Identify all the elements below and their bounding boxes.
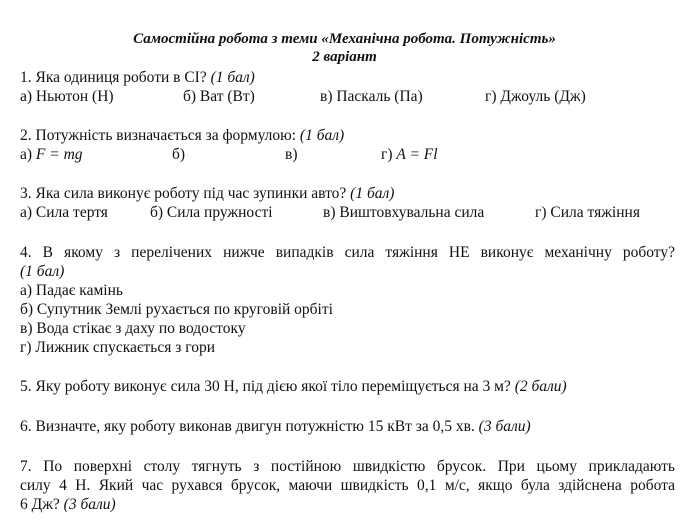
q2-option-a: [20, 145, 83, 164]
question-5-text: 5. Яку роботу виконує сила 30 Н, під дією якої тіло переміщується на 3 м?: [20, 378, 511, 395]
question-7-line-3-text: 6 Дж?: [20, 496, 60, 513]
q1-option-d: г) Джоуль (Дж): [485, 88, 586, 105]
question-2-text: 2. Потужність визначається за формулою:: [20, 127, 297, 144]
q2-option-c: в): [285, 146, 298, 163]
question-3-points: (1 бал): [350, 185, 395, 202]
question-3-text: 3. Яка сила виконує роботу під час зупинки авто?: [20, 185, 347, 202]
question-6-points: (3 бали): [478, 418, 531, 435]
variant-label: 2 варіант: [312, 49, 377, 65]
question-3: [20, 184, 394, 203]
q1-option-a: а) Ньютон (Н): [20, 88, 114, 105]
question-1-points: (1 бал): [210, 69, 255, 86]
q3-option-a: а) Сила тертя: [20, 204, 108, 221]
question-5: [20, 377, 567, 396]
q2-option-d-label: г): [381, 146, 393, 163]
question-7-line-1: 7. По поверхні столу тягнуть з постійною швидкістю брусок. При цьому прикладають: [20, 458, 675, 475]
q3-option-c: в) Виштовхувальна сила: [323, 204, 485, 221]
question-4-points: (1 бал): [20, 263, 65, 280]
q3-option-d: г) Сила тяжіння: [535, 204, 640, 221]
question-7-points: (3 бали): [63, 496, 116, 513]
question-2-points: (1 бал): [299, 127, 345, 144]
q4-option-b: б) Супутник Землі рухається по круговій орбіті: [20, 301, 333, 318]
question-4-text: 4. В якому з перелічених нижче випадків сила тяжіння НЕ виконує механічну роботу?: [20, 244, 675, 261]
question-6: [20, 417, 531, 436]
question-7-line-3: [20, 495, 116, 514]
question-1: [20, 68, 255, 87]
q2-option-b: б): [172, 146, 186, 163]
question-5-points: (2 бали): [514, 378, 567, 395]
question-6-text: 6. Визначте, яку роботу виконав двигун потужністю 15 кВт за 0,5 хв.: [20, 418, 475, 435]
q2-option-d-formula: A = Fl: [396, 146, 438, 163]
q4-option-c: в) Вода стікає з даху по водостоку: [20, 320, 246, 337]
question-1-text: 1. Яка одиниця роботи в СІ?: [20, 69, 207, 86]
q4-option-d: г) Лижник спускається з гори: [20, 339, 216, 356]
q1-option-c: в) Паскаль (Па): [320, 88, 423, 105]
worksheet-title: Самостійна робота з теми «Механічна робота. Потужність»: [133, 31, 556, 47]
q2-option-d: [381, 145, 438, 164]
q2-option-a-label: а): [20, 146, 33, 163]
question-7-line-2: силу 4 Н. Який час рухався брусок, маючи швидкість 0,1 м/с, якщо була здійснена робота: [20, 477, 675, 494]
q1-option-b: б) Ват (Вт): [183, 88, 255, 105]
q2-option-a-formula: F = mg: [35, 146, 83, 163]
q4-option-a: а) Падає камінь: [20, 282, 123, 299]
q3-option-b: б) Сила пружності: [150, 204, 273, 221]
question-2: [20, 126, 344, 145]
